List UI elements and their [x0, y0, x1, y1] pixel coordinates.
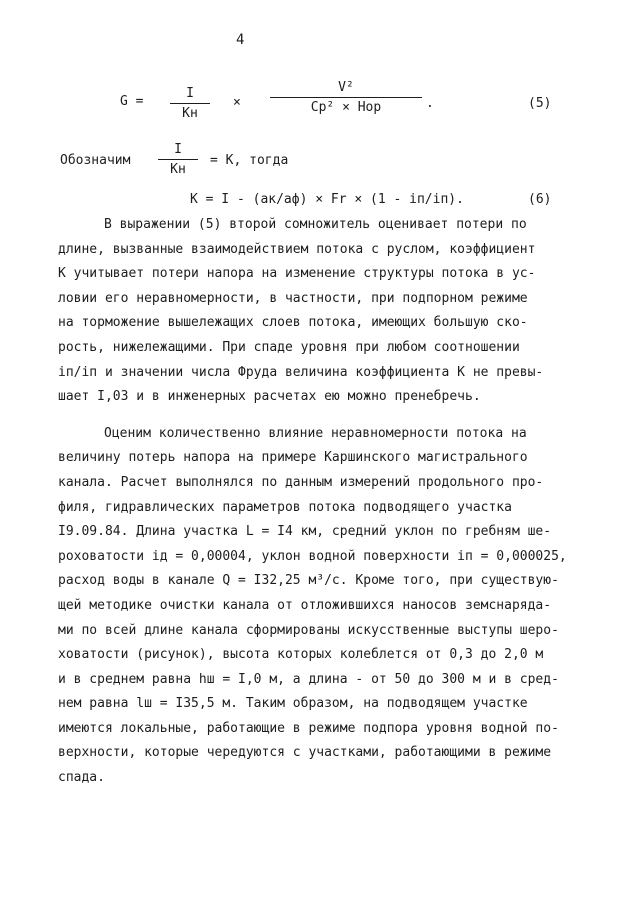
equation-5-fraction-1-denominator: Kн	[182, 106, 198, 121]
equation-5-fraction-2-numerator: V²	[338, 80, 354, 95]
paragraph-2-line: нем равна lш = I35,5 м. Таким образом, на подводящем участке	[58, 696, 528, 712]
paragraph-2-line: ми по всей длине канала сформированы искусственные выступы шеро-	[58, 622, 559, 638]
paragraph-2-line: филя, гидравлических параметров потока подводящего участка	[58, 499, 512, 515]
equation-6: К = I - (ак/аф) × Fr × (1 - iп/iп).	[190, 192, 464, 207]
equation-5-fraction-2-denominator: Cp² × Hop	[310, 100, 382, 115]
paragraph-1-line: ловии его неравномерности, в частности, при подпорном режиме	[58, 290, 528, 306]
equation-5-fraction-1-numerator: I	[186, 86, 194, 101]
equation-5-number: (5)	[528, 96, 552, 111]
equation-5-lhs: G =	[120, 94, 144, 109]
page-number: 4	[236, 32, 245, 48]
paragraph-2-line: канала. Расчет выполнялся по данным измерений продольного про-	[58, 474, 544, 490]
definition-suffix: = К, тогда	[210, 153, 289, 168]
paragraph-1-line: на торможение вышележащих слоев потока, имеющих большую ско-	[58, 315, 528, 331]
equation-5-fraction-2	[270, 80, 422, 115]
paragraph-1-line: шает I,03 и в инженерных расчетах ею можно пренебречь.	[58, 389, 481, 405]
body-text	[58, 213, 588, 791]
paragraph-2-line: щей методике очистки канала от отложившихся наносов земснаряда-	[58, 597, 552, 613]
equation-5-fraction-1	[170, 86, 210, 121]
paragraph-2-line: I9.09.84. Длина участка L = I4 км, средний уклон по гребням ше-	[58, 524, 552, 540]
paragraph-2-line: величину потерь напора на примере Каршинского магистрального	[58, 450, 528, 466]
paragraph-1-line: В выражении (5) второй сомножитель оценивает потери по	[104, 217, 527, 232]
paragraph-2-line: имеются локальные, работающие в режиме подпора уровня водной по-	[58, 720, 559, 736]
definition-fraction-numerator: I	[174, 142, 182, 157]
paragraph-2-line: Оценим количественно влияние неравномерности потока на	[104, 425, 527, 441]
paragraph-1-line: iп/iп и значении числа Фруда величина коэффициента К не превы-	[58, 364, 544, 380]
paragraph-2-line: и в среднем равна hш = I,0 м, а длина - от 50 до 300 м и в сред-	[58, 671, 559, 687]
definition-prefix: Обозначим	[60, 153, 131, 168]
paragraph-2-line: верхности, которые чередуются с участками, работающими в режиме	[58, 745, 552, 761]
paragraph-2-line: спада.	[58, 770, 105, 786]
definition-fraction-denominator: Kн	[170, 162, 186, 177]
equation-5-times: ×	[233, 95, 241, 110]
paragraph-1-line: рость, нижележащими. При спаде уровня при любом соотношении	[58, 339, 520, 355]
definition-fraction	[158, 142, 198, 177]
equation-6-number: (6)	[528, 192, 552, 207]
paragraph-2-line: расход воды в канале Q = I32,25 м³/с. Кроме того, при существую-	[58, 573, 559, 589]
paragraph-2-line: роховатости iд = 0,00004, уклон водной поверхности iп = 0,000025,	[58, 548, 567, 564]
paragraph-2-line: ховатости (рисунок), высота которых колеблется от 0,3 до 2,0 м	[58, 647, 544, 663]
paragraph-1-line: длине, вызванные взаимодействием потока с руслом, коэффициент	[58, 241, 536, 257]
paragraph-1-line: К учитывает потери напора на изменение структуры потока в ус-	[58, 266, 536, 282]
equation-5-end: .	[426, 96, 434, 111]
